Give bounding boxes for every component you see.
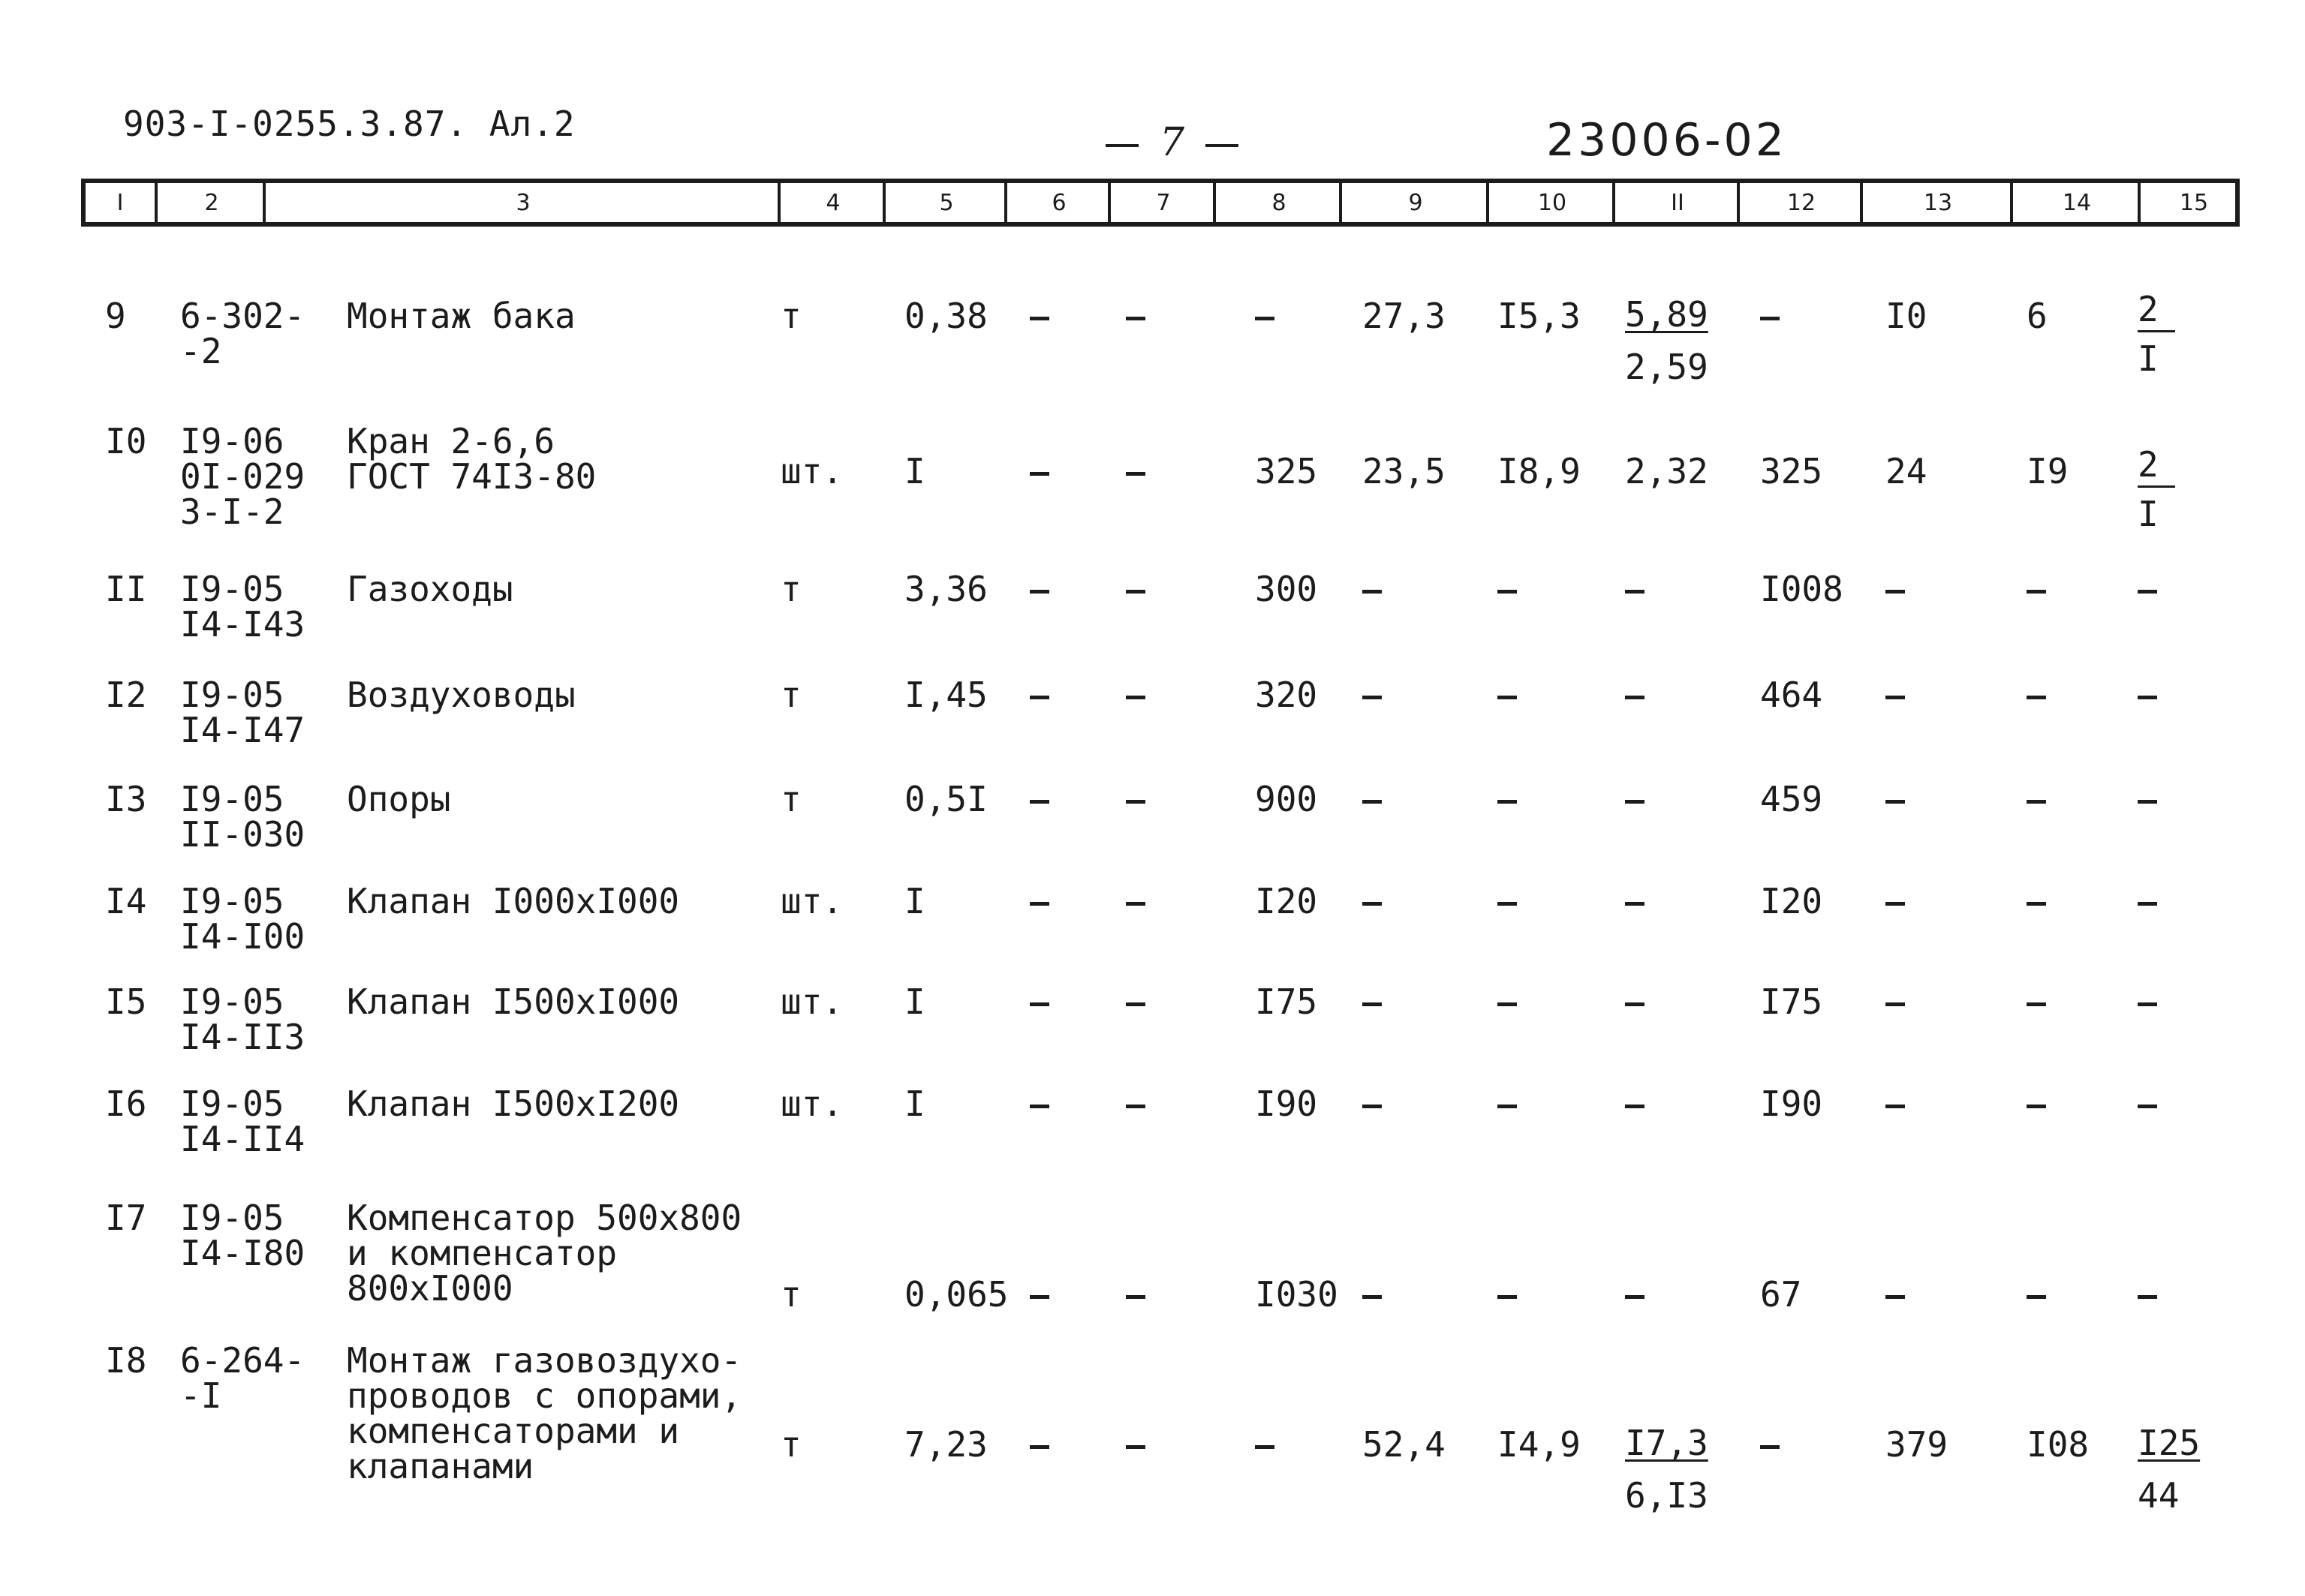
dash-mark [1362,800,1382,804]
row-c5: 0,5I [904,779,988,819]
dash-mark [1362,1002,1382,1006]
dash-mark [1362,696,1382,699]
row-c12: 459 [1760,779,1823,819]
row-c11 [1625,984,1644,1020]
row-c5: 7,23 [904,1424,988,1465]
column-header-15: 15 [2138,183,2247,222]
row-c13 [1885,1087,1905,1122]
row-c9 [1362,1087,1382,1122]
row-name [347,981,680,1022]
dash-mark [1625,696,1644,699]
column-header-4: 4 [778,183,886,222]
dash-mark [1497,902,1517,906]
row-c14: I9 [2027,451,2069,491]
row-name [347,881,680,921]
row-c15 [2138,984,2157,1020]
row-c6 [1030,572,1049,607]
row-c9: 23,5 [1362,451,1446,491]
row-name [347,779,451,819]
row-code [180,569,305,645]
dash-mark [1885,1105,1905,1108]
row-number: I8 [105,1340,147,1381]
row-c12: I008 [1760,569,1843,609]
row-c6 [1030,1427,1049,1462]
row-name-line: клапанами [347,1446,534,1486]
row-code-line: 0I-029 [180,456,305,497]
row-number: I4 [105,881,147,921]
row-c8 [1255,1427,1274,1462]
row-c7 [1126,454,1145,489]
row-c15 [2138,572,2157,607]
row-c7 [1126,984,1145,1020]
dash-mark [2027,1105,2046,1108]
row-c11: 2,32 [1625,451,1708,491]
fraction-value [1625,1417,1708,1522]
row-c14: I08 [2027,1424,2090,1465]
row-code-line: I4-I80 [180,1233,305,1273]
row-number: I3 [105,779,147,819]
row-number: I2 [105,675,147,715]
row-c12: I75 [1760,981,1823,1022]
row-c15 [2138,288,2175,385]
dash-mark [2027,800,2046,804]
row-name-line: ГОСТ 74I3-80 [347,456,597,497]
doc-code: 903-I-0255.3.87. Ал.2 [123,104,576,144]
row-name [347,1084,680,1124]
row-c5: I [904,981,925,1022]
row-c6 [1030,299,1049,334]
row-code-line: I4-I00 [180,916,305,957]
dash-mark [2027,1002,2046,1006]
dash-mark [1362,1295,1382,1299]
row-name [347,421,597,497]
row-unit: шт. [781,451,844,491]
row-number: I5 [105,981,147,1022]
dash-mark [1362,1105,1382,1108]
dash-mark [1030,1295,1049,1299]
fraction-numerator: 5,89 [1625,294,1708,335]
dash-mark [2138,590,2157,594]
dash-mark [1760,317,1780,320]
row-c12 [1760,1427,1780,1462]
dash-mark [1126,696,1145,699]
row-name-line: Компенсатор 500x800 [347,1198,742,1238]
dash-mark [2138,902,2157,906]
row-code-line: 6-302- [180,296,305,336]
row-c8: 320 [1255,675,1318,715]
row-c8 [1255,299,1274,334]
row-c10 [1497,678,1517,713]
row-c13: I0 [1885,296,1927,336]
row-code [180,1084,305,1159]
row-c6 [1030,1087,1049,1122]
dash-mark [1497,1295,1517,1299]
row-c15 [2138,1277,2157,1312]
row-c5: I,45 [904,675,988,715]
row-c8: 325 [1255,451,1318,491]
dash-mark [1030,902,1049,906]
fraction-numerator: I7,3 [1625,1423,1708,1463]
row-c14 [2027,572,2046,607]
row-unit: т [781,779,802,819]
row-c13 [1885,884,1905,919]
dash-mark [1126,590,1145,594]
dash-mark [1126,902,1145,906]
row-c10 [1497,572,1517,607]
row-c13 [1885,984,1905,1020]
row-name-line: Кран 2-6,6 [347,421,555,461]
row-unit: т [781,569,802,609]
row-c15 [2138,884,2157,919]
row-c13 [1885,1277,1905,1312]
row-code-line: 6-264- [180,1340,305,1381]
row-code-line: I4-II4 [180,1119,305,1159]
row-name-line: и компенсатор [347,1233,618,1273]
row-code [180,421,305,532]
fraction-value [1625,288,1708,393]
row-code-line: I9-05 [180,881,284,921]
fraction-numerator: 2 [2138,288,2175,332]
row-c5: 0,065 [904,1274,1009,1315]
fraction-denominator: 44 [2138,1475,2180,1516]
row-c10 [1497,984,1517,1020]
row-code-line: I9-05 [180,675,284,715]
row-code [180,675,305,750]
row-c6 [1030,782,1049,817]
row-c10 [1497,884,1517,919]
row-c10: I4,9 [1497,1424,1581,1465]
row-c15 [2138,782,2157,817]
row-c6 [1030,678,1049,713]
dash-mark [1030,1445,1049,1449]
row-c8: 300 [1255,569,1318,609]
dash-mark [1030,1002,1049,1006]
dash-mark [1625,1295,1644,1299]
row-c14: 6 [2027,296,2048,336]
row-number: 9 [105,296,126,336]
dash-mark [1362,590,1382,594]
row-c14 [2027,1277,2046,1312]
row-c15 [2138,1417,2200,1522]
row-c7 [1126,572,1145,607]
row-unit: т [781,1274,802,1315]
row-code-line: I9-05 [180,1198,284,1238]
row-c14 [2027,678,2046,713]
dash-mark [1885,1295,1905,1299]
column-header-13: 13 [1860,183,2013,222]
row-code [180,779,305,855]
dash-mark [1885,800,1905,804]
row-c6 [1030,1277,1049,1312]
row-number: II [105,569,147,609]
row-name [347,296,576,336]
row-c5: 0,38 [904,296,988,336]
dash-mark [1126,1445,1145,1449]
dash-mark [2027,902,2046,906]
row-code-line: I9-05 [180,779,284,819]
row-c14 [2027,884,2046,919]
row-c14 [2027,782,2046,817]
fraction-denominator: 6,I3 [1625,1475,1708,1516]
row-c13 [1885,572,1905,607]
row-code-line: 3-I-2 [180,491,284,532]
column-header-3: 3 [263,183,781,222]
row-number: I7 [105,1198,147,1238]
dash-mark [1625,902,1644,906]
dash-mark [2138,1002,2157,1006]
row-c9 [1362,884,1382,919]
row-unit: т [781,296,802,336]
row-name-line: Клапан I500xI200 [347,1084,680,1124]
row-code-line: I4-II3 [180,1017,305,1057]
fraction-numerator: 2 [2138,443,2175,488]
dash-mark [1030,590,1049,594]
row-c8: 900 [1255,779,1318,819]
dash-mark [1126,472,1145,476]
dash-mark [1030,317,1049,320]
row-c8: I20 [1255,881,1318,921]
row-name [347,1198,742,1309]
row-c5: 3,36 [904,569,988,609]
dash-mark [2027,696,2046,699]
row-c9: 27,3 [1362,296,1446,336]
row-code-line: -I [180,1375,222,1416]
row-c5: I [904,451,925,491]
row-c8: I030 [1255,1274,1338,1315]
row-c9 [1362,782,1382,817]
row-c8: I90 [1255,1084,1318,1124]
row-c6 [1030,884,1049,919]
row-c11 [1625,288,1708,393]
row-c12: 325 [1760,451,1823,491]
row-c11 [1625,1417,1708,1522]
column-header-14: 14 [2010,183,2141,222]
row-c10 [1497,1087,1517,1122]
row-c6 [1030,454,1049,489]
row-c9: 52,4 [1362,1424,1446,1465]
row-c11 [1625,678,1644,713]
row-code-line: -2 [180,331,222,371]
fraction-denominator: I [2138,338,2159,379]
row-c6 [1030,984,1049,1020]
row-code [180,296,305,371]
column-header-7: 7 [1108,183,1216,222]
row-c7 [1126,1427,1145,1462]
row-c11 [1625,572,1644,607]
column-header-12: 12 [1737,183,1863,222]
column-header-9: 9 [1339,183,1489,222]
column-header-11: II [1612,183,1740,222]
row-name-line: Опоры [347,779,451,819]
dash-mark [2138,696,2157,699]
row-unit: шт. [781,981,844,1022]
dash-mark [2027,1295,2046,1299]
row-c9 [1362,572,1382,607]
dash-mark [2138,800,2157,804]
row-c9 [1362,678,1382,713]
row-c12: 464 [1760,675,1823,715]
row-c12: 67 [1760,1274,1802,1315]
fraction-value [2138,288,2175,385]
row-unit: шт. [781,1084,844,1124]
row-c12: I90 [1760,1084,1823,1124]
dash-mark [2027,590,2046,594]
row-c9 [1362,1277,1382,1312]
row-c14 [2027,984,2046,1020]
row-code [180,1198,305,1273]
row-c13 [1885,782,1905,817]
row-unit: т [781,675,802,715]
dash-mark [1625,1002,1644,1006]
row-code-line: I9-06 [180,421,284,461]
row-c10 [1497,782,1517,817]
dash-mark [1497,696,1517,699]
row-c11 [1625,1087,1644,1122]
row-name-line: Газоходы [347,569,513,609]
column-header-10: 10 [1486,183,1615,222]
row-name-line: Клапан I500xI000 [347,981,680,1022]
dash-mark [1760,1445,1780,1449]
dash-mark [1497,1002,1517,1006]
row-code [180,881,305,957]
row-c15 [2138,443,2175,540]
row-c7 [1126,884,1145,919]
row-c7 [1126,1277,1145,1312]
column-header-1: I [116,189,124,216]
dash-mark [1030,800,1049,804]
dash-mark [1885,1002,1905,1006]
column-header-6: 6 [1004,183,1111,222]
row-code-line: I9-05 [180,569,284,609]
dash-mark [1126,800,1145,804]
row-unit: т [781,1424,802,1465]
row-code [180,1340,305,1416]
row-c11 [1625,782,1644,817]
row-number: I6 [105,1084,147,1124]
row-code-line: I9-05 [180,1084,284,1124]
row-c7 [1126,299,1145,334]
row-c8: I75 [1255,981,1318,1022]
dash-mark [1030,696,1049,699]
row-c13: 379 [1885,1424,1948,1465]
row-c15 [2138,1087,2157,1122]
row-c10: I8,9 [1497,451,1581,491]
doc-number: 23006-02 [1546,114,1787,167]
dash-mark [1885,696,1905,699]
row-c10 [1497,1277,1517,1312]
dash-mark [1625,590,1644,594]
row-c15 [2138,678,2157,713]
row-number: I0 [105,421,147,461]
dash-mark [1255,317,1274,320]
row-c13: 24 [1885,451,1927,491]
row-c12 [1760,299,1780,334]
row-c12: I20 [1760,881,1823,921]
row-unit: шт. [781,881,844,921]
row-c5: I [904,1084,925,1124]
row-name-line: Клапан I000xI000 [347,881,680,921]
row-name-line: Монтаж газовоздухо- [347,1340,742,1381]
row-c7 [1126,1087,1145,1122]
dash-mark [1885,902,1905,906]
row-name-line: Монтаж бака [347,296,576,336]
dash-mark [1126,1105,1145,1108]
column-header-8: 8 [1213,183,1342,222]
dash-mark [1625,800,1644,804]
row-name-line: проводов с опорами, [347,1375,742,1416]
row-c7 [1126,678,1145,713]
dash-mark [1885,590,1905,594]
dash-mark [1625,1105,1644,1108]
column-header-2: 2 [155,183,266,222]
row-name [347,675,576,715]
row-name [347,569,513,609]
dash-mark [1497,1105,1517,1108]
dash-mark [1497,590,1517,594]
row-name-line: Воздуховоды [347,675,576,715]
row-name [347,1340,742,1486]
fraction-numerator: I25 [2138,1423,2201,1463]
row-code-line: II-030 [180,814,305,855]
dash-mark [1126,1295,1145,1299]
row-c7 [1126,782,1145,817]
row-code [180,981,305,1057]
dash-mark [1255,1445,1274,1449]
row-c14 [2027,1087,2046,1122]
row-c11 [1625,1277,1644,1312]
page-number-value: 7 [1160,120,1185,165]
fraction-value [2138,443,2175,540]
row-c13 [1885,678,1905,713]
fraction-denominator: I [2138,494,2159,534]
dash-mark [1362,902,1382,906]
dash-mark [1497,800,1517,804]
row-name-line: 800xI000 [347,1268,513,1309]
row-c9 [1362,984,1382,1020]
dash-mark [1126,1002,1145,1006]
dash-mark [2138,1105,2157,1108]
row-name-line: компенсаторами и [347,1411,680,1451]
dash-mark [2138,1295,2157,1299]
row-code-line: I9-05 [180,981,284,1022]
row-c10: I5,3 [1497,296,1581,336]
row-c11 [1625,884,1644,919]
fraction-denominator: 2,59 [1625,347,1708,387]
fraction-value [2138,1417,2200,1522]
column-header-5: 5 [883,183,1007,222]
dash-mark [1030,472,1049,476]
row-code-line: I4-I47 [180,710,305,750]
dash-mark [1126,317,1145,320]
row-code-line: I4-I43 [180,604,305,645]
dash-mark [1030,1105,1049,1108]
row-c5: I [904,881,925,921]
